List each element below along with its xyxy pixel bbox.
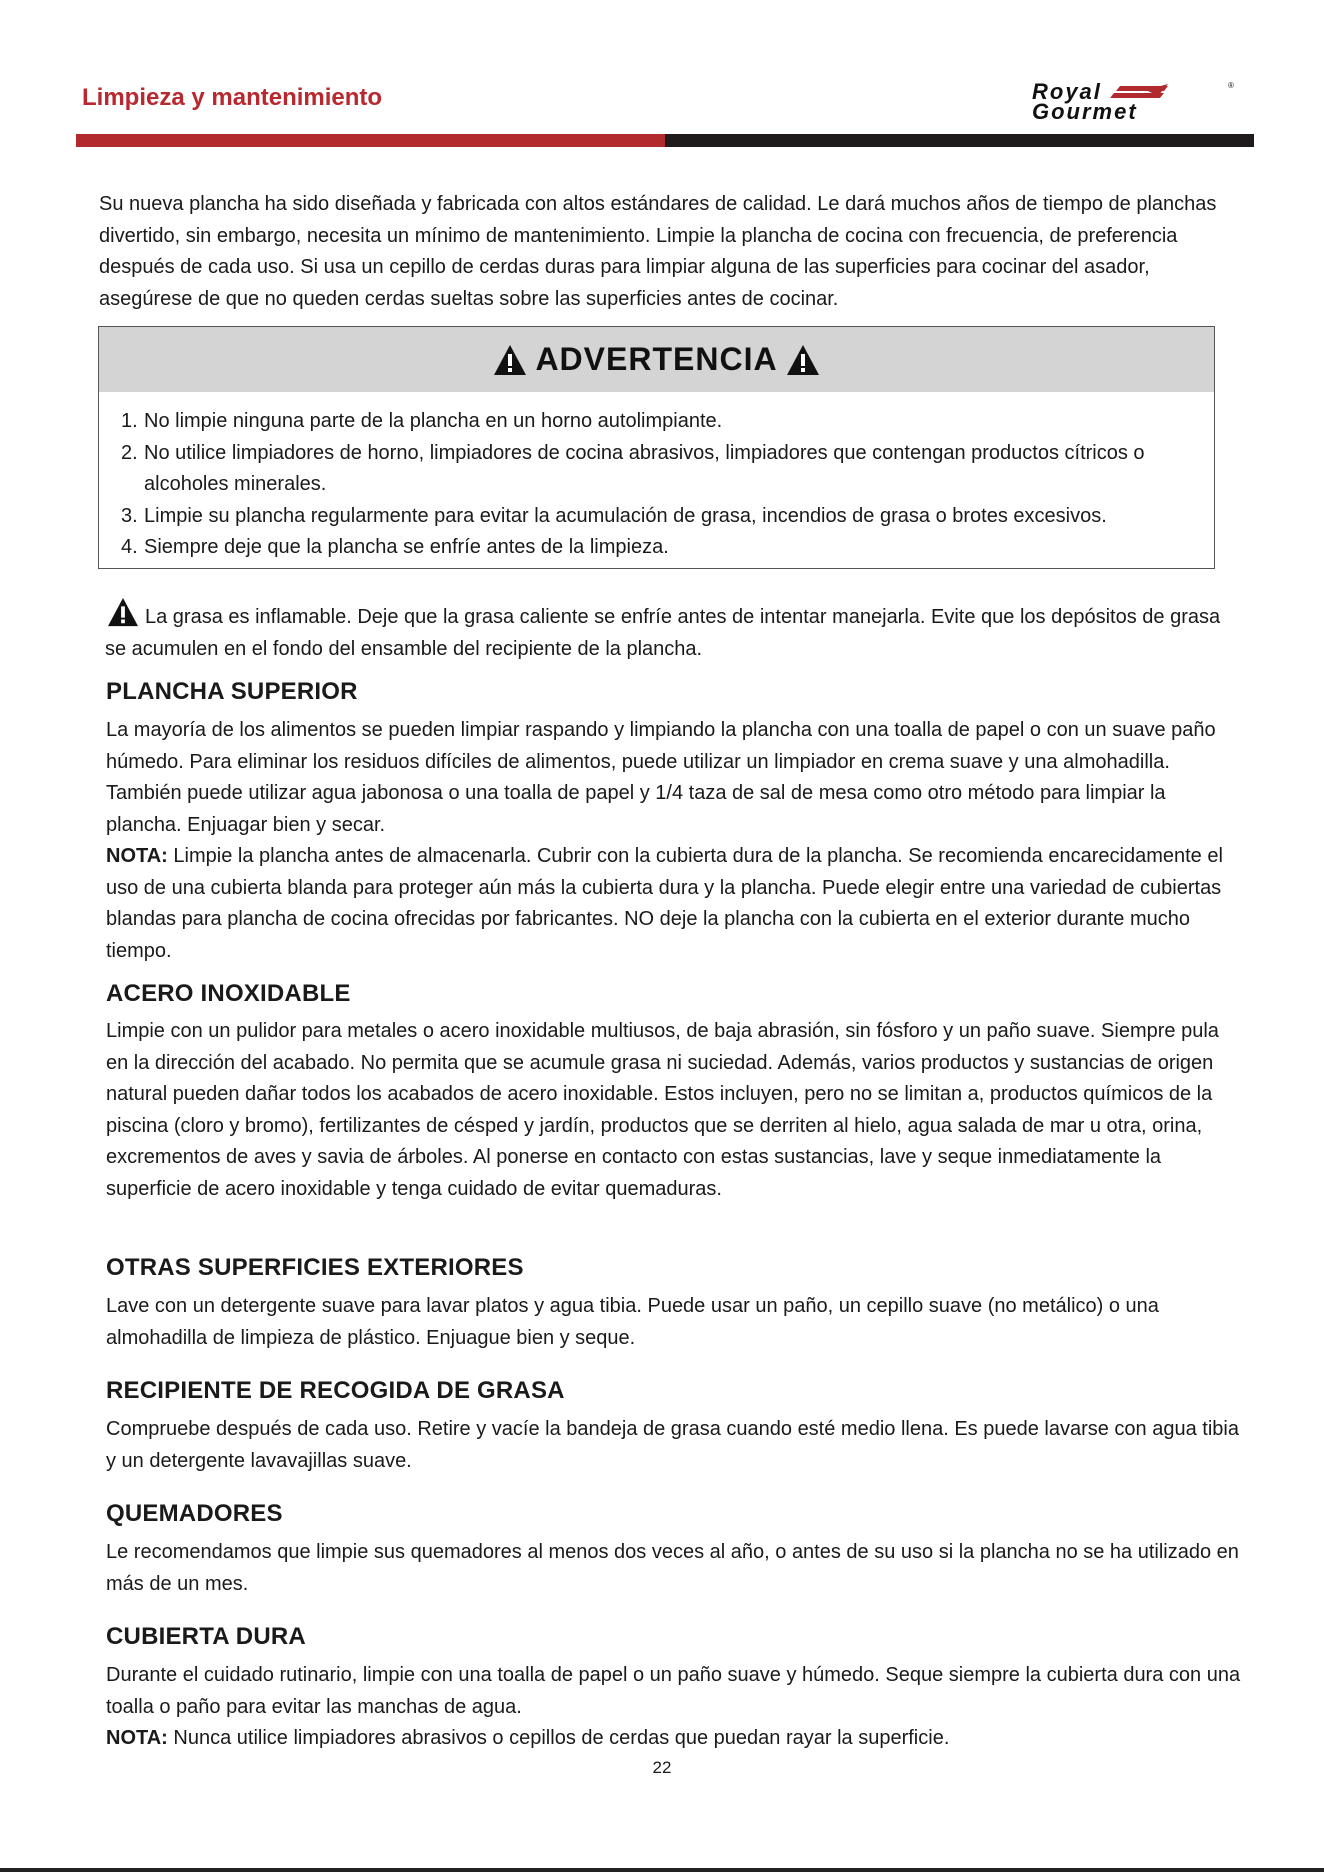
plancha-paragraph: La mayoría de los alimentos se pueden limpiar raspando y limpiando la plancha con una toalla de papel o con un suave paño húmedo. Para eliminar los residuos difíciles de alimentos, puede utilizar un limpiador en crema suave y una almohadilla. También puede utilizar agua jabonosa o una toalla de papel y 1/4 taza de sal de mesa como otro método para limpiar la plancha. Enjuagar bien y secar. — [106, 719, 1216, 836]
header-rule-red — [76, 134, 665, 147]
flame-stripes-icon — [1110, 84, 1168, 98]
flammable-note — [105, 597, 1235, 665]
warning-item — [121, 501, 1214, 533]
warning-item-text: No utilice limpiadores de horno, limpiadores de cocina abrasivos, limpiadores que contengan productos cítricos o alcoholes minerales. — [144, 441, 1145, 495]
section-heading-otras: OTRAS SUPERFICIES EXTERIORES — [106, 1254, 524, 1281]
warning-item — [121, 438, 1214, 501]
page-title: Limpieza y mantenimiento — [82, 84, 383, 111]
section-text-cubierta — [106, 1660, 1241, 1755]
section-heading-recipiente: RECIPIENTE DE RECOGIDA DE GRASA — [106, 1377, 565, 1404]
section-text-plancha — [106, 715, 1241, 967]
warning-list — [99, 392, 1214, 564]
section-text-otras: Lave con un detergente suave para lavar platos y agua tibia. Puede usar un paño, un cepillo suave (no metálico) o una almohadilla de limpieza de plástico. Enjuague bien y seque. — [106, 1295, 1159, 1349]
section-heading-plancha: PLANCHA SUPERIOR — [106, 678, 358, 705]
note-label: NOTA: — [106, 1727, 168, 1749]
svg-text:Royal: Royal — [1032, 79, 1102, 104]
warning-triangle-icon — [786, 344, 820, 376]
flammable-note-text: La grasa es inflamable. Deje que la grasa caliente se enfríe antes de intentar manejarla. Evite que los depósitos de grasa se acumulen en el fondo del ensamble del recipiente de la plancha. — [105, 606, 1221, 660]
warning-item-text: Siempre deje que la plancha se enfríe antes de la limpieza. — [144, 536, 669, 558]
cubierta-paragraph: Durante el cuidado rutinario, limpie con una toalla de papel o un paño suave y húmedo. Seque siempre la cubierta dura con una toalla o paño para evitar las manchas de agua. — [106, 1664, 1241, 1718]
page-number: 22 — [652, 1758, 672, 1777]
royal-gourmet-logo — [1028, 80, 1233, 122]
section-heading-cubierta: CUBIERTA DURA — [106, 1623, 306, 1650]
warning-triangle-icon — [493, 344, 527, 376]
intro-paragraph: Su nueva plancha ha sido diseñada y fabricada con altos estándares de calidad. Le dará muchos años de tiempo de planchas divertido, sin embargo, necesita un mínimo de mantenimiento. Limpie la plancha de cocina con frecuencia, de preferencia después de cada uso. Si usa un cepillo de cerdas duras para limpiar alguna de las superficies para cocinar del asador, asegúrese de que no queden cerdas sueltas sobre las superficies antes de cocinar. — [99, 193, 1217, 310]
warning-header — [99, 327, 1214, 392]
section-text-quemadores: Le recomendamos que limpie sus quemadores al menos dos veces al año, o antes de su uso si la plancha no se ha utilizado en más de un mes. — [106, 1541, 1239, 1595]
warning-item — [121, 406, 1214, 438]
warning-item-text: Limpie su plancha regularmente para evitar la acumulación de grasa, incendios de grasa o brotes excesivos. — [144, 504, 1107, 527]
warning-item-number: 3. — [121, 504, 138, 527]
warning-triangle-icon — [105, 597, 141, 627]
svg-text:®: ® — [1228, 81, 1234, 90]
warning-title: ADVERTENCIA — [535, 341, 778, 377]
note-label: NOTA: — [106, 845, 168, 867]
warning-item — [121, 532, 1214, 564]
bottom-border — [0, 1868, 1324, 1872]
section-heading-acero: ACERO INOXIDABLE — [106, 980, 351, 1007]
warning-item-number: 2. — [121, 441, 138, 464]
section-heading-quemadores: QUEMADORES — [106, 1500, 283, 1527]
note-text: Limpie la plancha antes de almacenarla. Cubrir con la cubierta dura de la plancha. Se recomienda encarecidamente el uso de una cubierta blanda para proteger aún más la cubierta dura y la plancha. Puede elegir entre una variedad de cubiertas blandas para plancha de cocina ofrecidas por fabricantes. NO deje la plancha con la cubierta en el exterior durante mucho tiempo. — [106, 845, 1223, 962]
svg-text:Gourmet: Gourmet — [1032, 99, 1138, 124]
note-text: Nunca utilice limpiadores abrasivos o cepillos de cerdas que puedan rayar la superficie. — [167, 1727, 950, 1749]
warning-item-text: No limpie ninguna parte de la plancha en un horno autolimpiante. — [144, 410, 723, 432]
warning-item-number: 1. — [121, 410, 138, 432]
warning-box — [98, 326, 1215, 569]
header-rule-dark — [665, 134, 1254, 147]
section-text-acero: Limpie con un pulidor para metales o acero inoxidable multiusos, de baja abrasión, sin fósforo y un paño suave. Siempre pula en la dirección del acabado. No permita que se acumule grasa ni suciedad. Además, varios productos y sustancias de origen natural pueden dañar todos los acabados de acero inoxidable. Estos incluyen, pero no se limitan a, productos químicos de la piscina (cloro y bromo), fertilizantes de césped y jardín, productos que se derriten al hielo, agua salada de mar u otra, orina, excrementos de aves y savia de árboles. Al ponerse en contacto con estas sustancias, lave y seque inmediatamente la superficie de acero inoxidable y tenga cuidado de evitar quemaduras. — [106, 1020, 1219, 1200]
warning-item-number: 4. — [121, 536, 138, 558]
section-text-recipiente: Compruebe después de cada uso. Retire y vacíe la bandeja de grasa cuando esté medio llena. Es puede lavarse con agua tibia y un detergente lavavajillas suave. — [106, 1418, 1239, 1472]
